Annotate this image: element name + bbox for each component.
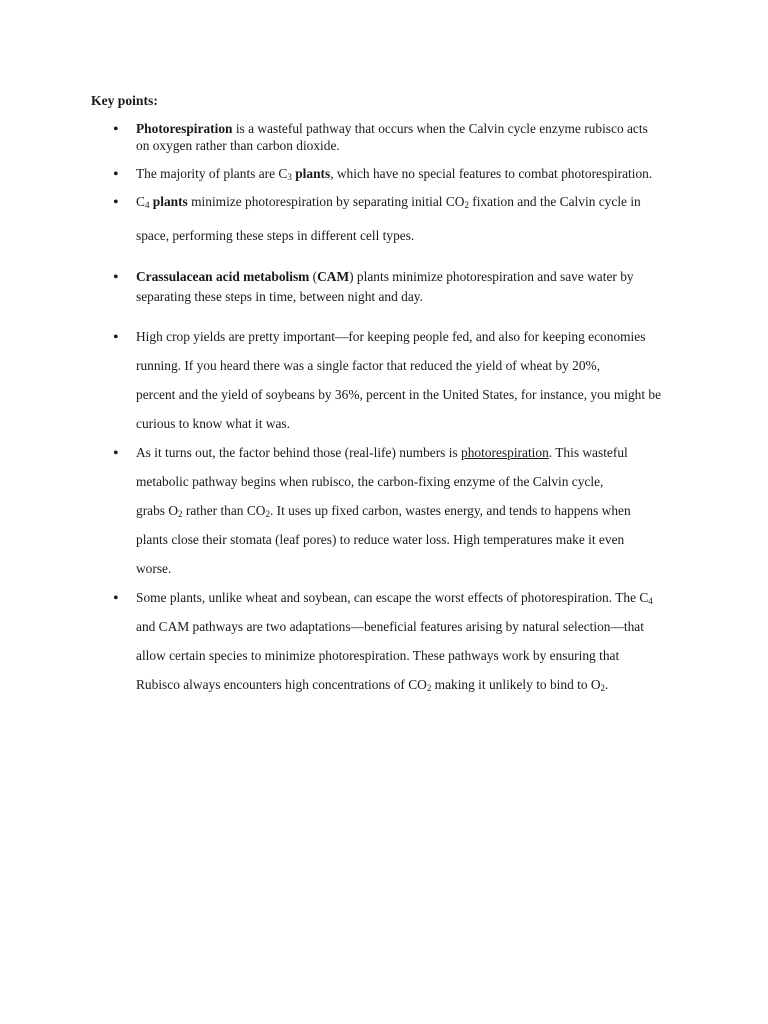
- item-1-line-1: Photorespiration is a wasteful pathway that occurs when the Calvin cycle enzyme rubisco acts: [136, 121, 648, 136]
- item-7-line-2: and CAM pathways are two adaptations—beneficial features arising by natural selection—that: [136, 619, 644, 634]
- item-1-line-2: on oxygen rather than carbon dioxide.: [136, 138, 340, 153]
- bullet-icon: •: [113, 269, 119, 286]
- bullet-icon: •: [113, 590, 119, 607]
- item-6-line-1: As it turns out, the factor behind those (real-life) numbers is photorespiration. This wasteful: [136, 445, 628, 460]
- photorespiration-link[interactable]: photorespiration: [461, 445, 549, 460]
- bullet-icon: •: [113, 166, 119, 183]
- item-2-line-1: The majority of plants are $C_3$ plants, which have no special features to combat photorespiration.: [136, 166, 653, 182]
- item-7-line-1: Some plants, unlike wheat and soybean, can escape the worst effects of photorespiration. The $C_4$: [136, 590, 653, 606]
- item-6-line-5: worse.: [136, 561, 172, 576]
- item-6-line-4: plants close their stomata (leaf pores) to reduce water loss. High temperatures make it even: [136, 532, 625, 547]
- item-4-line-1: Crassulacean acid metabolism (CAM) plants minimize photorespiration and save water by: [136, 269, 634, 284]
- item-3-line-2: space, performing these steps in different cell types.: [136, 228, 415, 243]
- item-6-line-2: metabolic pathway begins when rubisco, the carbon-fixing enzyme of the Calvin cycle,: [136, 474, 604, 489]
- item-7-line-4: Rubisco always encounters high concentrations of $CO_2$ making it unlikely to bind to $O_2$.: [136, 677, 609, 693]
- bullet-icon: •: [113, 329, 119, 346]
- bullet-icon: •: [113, 445, 119, 462]
- item-5-line-1: High crop yields are pretty important—for keeping people fed, and also for keeping economies: [136, 329, 646, 344]
- bullet-icon: •: [113, 194, 119, 211]
- key-points-heading: Key points:: [91, 93, 158, 108]
- bullet-icon: •: [113, 121, 119, 138]
- item-7-line-3: allow certain species to minimize photorespiration. These pathways work by ensuring that: [136, 648, 620, 663]
- item-5-line-4: curious to know what it was.: [136, 416, 290, 431]
- item-4-line-2: separating these steps in time, between night and day.: [136, 289, 423, 304]
- item-5-line-2: running. If you heard there was a single factor that reduced the yield of wheat by 20%,: [136, 358, 601, 373]
- item-5-line-3: percent and the yield of soybeans by 36%, percent in the United States, for instance, you might be: [136, 387, 662, 402]
- item-6-line-3: grabs $O_2$ rather than $CO_2$. It uses up fixed carbon, wastes energy, and tends to happens when: [136, 503, 631, 519]
- item-3-line-1: $C_4$ plants minimize photorespiration by separating initial $CO_2$ fixation and the Calvin cycle in: [136, 194, 641, 210]
